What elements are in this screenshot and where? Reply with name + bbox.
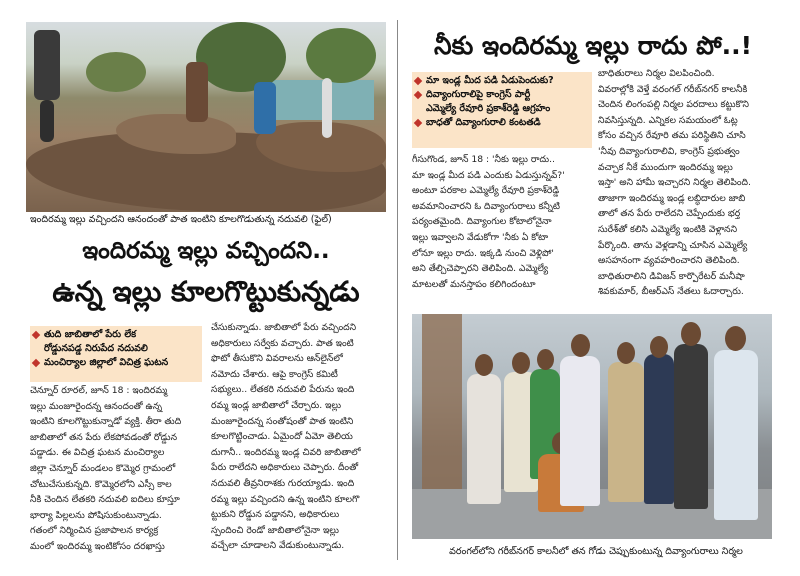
- text-line: శివకుమార్, బీఆర్‌ఎస్ నేతలు ఓదార్చారు.: [598, 286, 744, 298]
- text-line: కూలగొట్టించాడు. ఏమైందో ఏమో తెలియ: [211, 431, 353, 443]
- right-story-column-1: [412, 152, 592, 292]
- text-line: ఫొటో తీసుకొని వివరాలను ఆన్‌లైన్‌లో: [211, 353, 343, 365]
- demolition-photo: [26, 22, 386, 212]
- text-line: లోనూ ఇల్లు రాదు. ఇక్కడి నుంచి వెళ్లిపో': [412, 247, 554, 259]
- text-line: మంజూరైందన్న సంతోషంతో పాత ఇంటిని: [211, 415, 354, 427]
- text-line: నమోదు చేశారు. ఆపై కాంగ్రెస్ కమిటీ: [211, 368, 338, 380]
- text-line: చెన్నూర్ రూరల్, జూన్ 18 : ఇందిరమ్మ: [30, 385, 168, 396]
- text-line: మంలో ఇందిరమ్మ ఇంటికోసం దరఖాస్తు: [30, 540, 165, 552]
- highlight-item: మా ఇండ్ల మీద పడి ఏడుపెందుకు?: [412, 74, 592, 88]
- highlight-item: దివ్యాంగురాలిపై కాంగ్రెస్ పార్టీ: [412, 88, 592, 102]
- text-line: ట్టుకుని రోడ్డున పడ్డానని, అధికారులు: [211, 509, 340, 521]
- left-story-column-1: [30, 383, 206, 555]
- text-line: వచ్చేలా చూడాలని వేడుకుంటున్నాడు.: [211, 540, 345, 552]
- text-line: సభ్యులు.. లేతకరి నదువలి పేరును ఇంది: [211, 384, 355, 396]
- text-line: గీసుగొండ, జూన్ 18 : 'నీకు ఇల్లు రాదు..: [412, 154, 555, 165]
- text-line: బాధితురాలిని డివిజన్ కార్పొరేటర్ మనీషా: [598, 270, 745, 282]
- text-line: అధికారులు సర్వేకు వచ్చారు. పాత ఇంటి: [211, 337, 354, 349]
- highlight-item: బాధతో దివ్యాంగురాలి కంటతడి: [412, 116, 592, 130]
- headline-line-1: ఇందిరమ్మ ఇల్లు వచ్చిందని..: [82, 238, 330, 264]
- left-story-column-2: [211, 320, 387, 554]
- text-line: తాజాగా ఇందిరమ్మ ఇండ్ల లబ్ధిదారుల జాబి: [598, 192, 746, 204]
- text-line: కోసం వచ్చిన రేవూరి తమ పరిస్థితిని చూసి: [598, 130, 746, 142]
- text-line: నీకి చెందిన లేతకరి నదువలి ఐదిలు కూస్తూ: [30, 494, 180, 506]
- text-line: చేసుకున్నాడు. జాబితాలో పేరు వచ్చిందని: [211, 322, 357, 333]
- text-line: ఇల్లు మంజూరైందన్న ఆనందంతో ఉన్న: [30, 400, 163, 412]
- text-line: ఇస్తా' అని హామీ ఇచ్చారని నిర్మల తెలిపింది.: [598, 177, 751, 189]
- text-line: రమ్మ ఇల్లు వచ్చిందని ఉన్న ఇంటిని కూలగొ: [211, 493, 360, 505]
- text-line: దుగానీ.. ఇందిరమ్మ ఇండ్ల చివరి జాబితాలో: [211, 446, 361, 458]
- text-line: అంటూ పరకాల ఎమ్మెల్యే రేవూరి ప్రకాశ్‌రెడ్డి: [412, 185, 560, 197]
- text-line: అవమానించారని ఓ దివ్యాంగురాలు కన్నీటి: [412, 200, 560, 212]
- text-line: మాటలతో మనస్తాపం కలిగిందంటూ: [412, 278, 536, 290]
- text-line: ఇల్లు ఇవ్వాలని వేడుకోగా 'నీకు ఏ కోటా: [412, 231, 549, 243]
- text-line: తాలో తన పేరు రాలేదని చెప్పేందుకు భర్త: [598, 208, 741, 220]
- right-highlights-box: [412, 72, 592, 148]
- text-line: పేరు రాలేదని అధికారులు చెప్పారు. దీంతో: [211, 462, 359, 474]
- column-divider: [397, 20, 398, 560]
- text-line: నివసిస్తున్నది. ఎన్నికల సమయంలో ఓట్ల: [598, 114, 738, 126]
- text-line: జాబితాలో తన పేరు లేకపోవడంతో రోడ్డున: [30, 431, 178, 443]
- text-line: అని తేల్చిచెప్పారని తెలిపింది. ఎమ్మెల్యే: [412, 263, 549, 275]
- text-line: పర్యంతమైంది. దివ్యాంగుల కోటాలోనైనా: [412, 216, 552, 228]
- text-line: వచ్చాక నీకే ముందుగా ఇందిరమ్మ ఇల్లు: [598, 161, 733, 173]
- right-photo-caption: వరంగల్‌లోని గరీబ్‌నగర్ కాలనీలో తన గోడు చెప్పుకుంటున్న దివ్యాంగురాలు నిర్మల: [449, 546, 743, 557]
- highlights-box: [30, 326, 202, 382]
- right-story-column-2: [598, 66, 782, 300]
- text-line: నదువలి తీవ్రనిరాశకు గురయ్యాడు. ఇంది: [211, 477, 355, 489]
- right-headline: నీకు ఇందిరమ్మ ఇల్లు రాదు పో..!: [434, 31, 752, 60]
- text-line: పేర్కొంది. తాను వెళ్లడాన్ని చూసిన ఎమ్మెల్యే: [598, 239, 748, 251]
- text-line: భార్యా పిల్లలను పోషిసుకుంటున్నాడు.: [30, 509, 162, 521]
- text-line: చోటుచేసుకున్నది. కొమ్మెరలోని ఎస్సీ కాల: [30, 478, 172, 490]
- text-line: ఇంటిని కూలగొట్టుకున్నాడో వ్యక్తి. తీరా తుది: [30, 416, 182, 428]
- text-line: సురేశ్‌తో కలిసి ఎమ్మెల్యే ఇంటికి వెళ్లానని: [598, 223, 738, 235]
- text-line: గతంలో నిర్మించిన ప్రజాపాలన కార్యక్ర: [30, 525, 159, 537]
- text-line: వివరాల్లోకి వెళ్తే వరంగల్ గరీబ్‌నగర్ కాలనీకి: [598, 83, 748, 95]
- photo-caption: ఇందిరమ్మ ఇల్లు వచ్చిందని ఆనందంతో పాత ఇంటిని కూలగొడుతున్న నదువలి (ఫైల్): [30, 214, 332, 225]
- highlight-item: ఎమ్మెల్యే రేవూరి ప్రకాశ్‌రెడ్డి ఆగ్రహం: [426, 103, 551, 114]
- text-line: స్పందించి రెండో జాబితాలోనైనా ఇల్లు: [211, 524, 339, 536]
- highlight-item: తుది జాబితాలో పేరు లేక: [30, 328, 202, 342]
- text-line: రమ్మ ఇండ్ల జాబితాలో చేర్చారు. ఇల్లు: [211, 399, 342, 411]
- text-line: పడ్డాడు. ఈ విచిత్ర ఘటన మంచిర్యాల: [30, 447, 165, 459]
- highlight-item: మంచిర్యాల జిల్లాలో విచిత్ర ఘటన: [30, 356, 202, 370]
- text-line: 'నీవు దివ్యాంగురాలివి, కాంగ్రెస్ ప్రభుత్వం: [598, 145, 740, 157]
- text-line: అసహనంగా వ్యవహరించారని తెలిపింది.: [598, 255, 740, 267]
- text-line: చెందిన లింగంపల్లి నిర్మల పరదాలు కట్టుకొని: [598, 99, 749, 111]
- text-line: జిల్లా చెన్నూర్ మండలం కొమ్మెర గ్రామంలో: [30, 462, 176, 474]
- highlight-item: రోడ్డునపడ్డ నిరుపేద నదువలి: [44, 343, 148, 354]
- text-line: మా ఇండ్ల మీద పడి ఎందుకు ఏడుస్తున్నవ్?': [412, 169, 565, 181]
- text-line: బాధితురాలు నిర్మల విలపించింది.: [598, 68, 715, 79]
- group-photo: [412, 314, 772, 539]
- headline-line-2: ఉన్న ఇల్లు కూలగొట్టుకున్నడు: [52, 275, 360, 308]
